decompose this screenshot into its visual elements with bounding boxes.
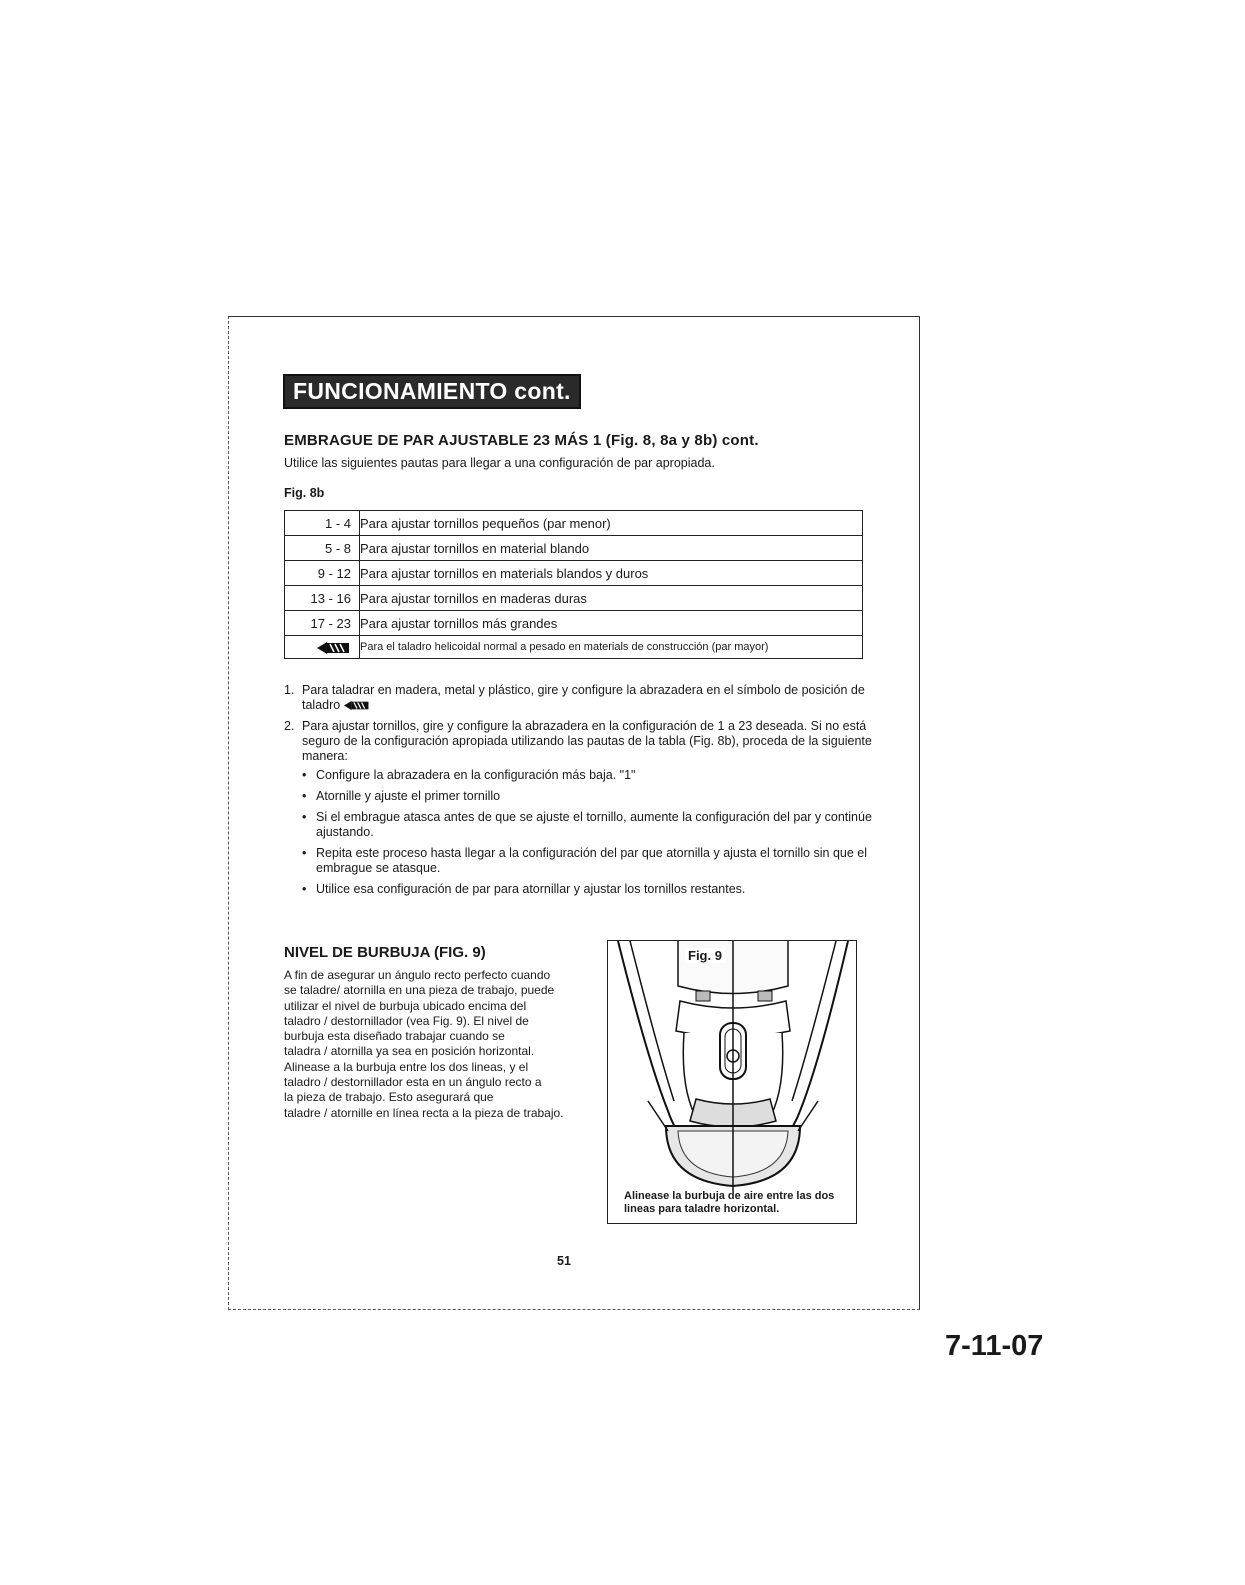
fig-9-label: Fig. 9 <box>685 948 725 963</box>
drill-bit-icon <box>317 641 351 655</box>
torque-range: 13 - 16 <box>285 586 360 611</box>
paragraph-line: Alinease a la burbuja entre los dos lineas, y el <box>284 1059 529 1074</box>
list-item: • Atornille y ajuste el primer tornillo <box>302 789 501 803</box>
table-row <box>285 536 863 561</box>
torque-range: 17 - 23 <box>285 611 360 636</box>
fig-8b-label: Fig. 8b <box>284 486 325 500</box>
bullet-text: Atornille y ajuste el primer tornillo <box>316 789 501 803</box>
paragraph-line: taladra / atornilla ya sea en posición horizontal. <box>284 1044 535 1059</box>
bullet-text: Utilice esa configuración de par para atornillar y ajustar los tornillos restantes. <box>316 882 746 896</box>
sub-list <box>302 768 874 897</box>
torque-range: 9 - 12 <box>285 561 360 586</box>
drill-bit-icon <box>344 700 370 711</box>
page-number: 51 <box>557 1254 571 1268</box>
torque-description: Para ajustar tornillos en material blando <box>360 536 863 561</box>
torque-description: Para ajustar tornillos más grandes <box>360 611 863 636</box>
paragraph-line: se taladre/ atornilla en una pieza de trabajo, puede <box>284 983 555 998</box>
fig-9-illustration <box>607 940 857 1224</box>
table-row <box>285 586 863 611</box>
bullet-text: Si el embrague atasca antes de que se ajuste el tornillo, aumente la configuración del par y continúe ajustando. <box>316 810 872 839</box>
list-item <box>284 683 874 713</box>
paragraph-line: la pieza de trabajo. Esto asegurará que <box>284 1090 494 1105</box>
paragraph-line: taladro / destornillador esta en un ángulo recto a <box>284 1075 542 1090</box>
paragraph-line: taladro / destornillador (vea Fig. 9). El nivel de <box>284 1013 529 1028</box>
paragraph-line: burbuja esta diseñado trabajar cuando se <box>284 1029 505 1044</box>
step-number: 1. <box>284 683 295 697</box>
torque-range: 5 - 8 <box>285 536 360 561</box>
list-item: • Utilice esa configuración de par para atornillar y ajustar los tornillos restantes. <box>302 882 746 896</box>
paragraph-line: taladre / atornille en línea recta a la pieza de trabajo. <box>284 1105 564 1120</box>
table-row <box>285 561 863 586</box>
torque-description: Para ajustar tornillos en materials blandos y duros <box>360 561 863 586</box>
list-item: • Si el embrague atasca antes de que se ajuste el tornillo, aumente la configuración del par y continúe ajustando. <box>302 810 872 839</box>
bullet-text: Configure la abrazadera en la configuración más baja. "1" <box>316 768 636 782</box>
list-item: • Repita este proceso hasta llegar a la configuración del par que atornilla y ajusta el tornillo sin que el embrague se atasque. <box>302 846 868 875</box>
step-text: Para ajustar tornillos, gire y configure la abrazadera en la configuración de 1 a 23 deseada. Si no está seguro de la configuración apropiada utilizando las pautas de la tabla (Fig. 8b), proceda de la siguiente manera: <box>302 719 872 763</box>
torque-description: Para ajustar tornillos en maderas duras <box>360 586 863 611</box>
bubble-level-paragraph <box>284 968 609 1121</box>
date-stamp: 7-11-07 <box>945 1330 1044 1362</box>
step-text: Para taladrar en madera, metal y plástico, gire y configure la abrazadera en el símbolo de posición de taladro <box>302 683 865 712</box>
torque-description: Para ajustar tornillos pequeños (par menor) <box>360 511 863 536</box>
paragraph-line: utilizar el nivel de burbuja ubicado encima del <box>284 998 527 1013</box>
table-row <box>285 511 863 536</box>
clutch-heading: EMBRAGUE DE PAR AJUSTABLE 23 MÁS 1 (Fig. 8, 8a y 8b) cont. <box>284 432 759 449</box>
torque-description: Para el taladro helicoidal normal a pesado en materials de construcción (par mayor) <box>360 636 863 659</box>
section-banner: FUNCIONAMIENTO cont. <box>283 374 581 409</box>
torque-settings-table <box>284 510 863 659</box>
instruction-steps <box>284 683 874 903</box>
list-item: • Configure la abrazadera en la configuración más baja. "1" <box>302 768 636 782</box>
paragraph-line: A fin de asegurar un ángulo recto perfecto cuando <box>284 968 551 982</box>
table-row <box>285 636 863 659</box>
fig-9-caption: Alinease la burbuja de aire entre las dos lineas para taladre horizontal. <box>624 1190 835 1215</box>
bullet-text: Repita este proceso hasta llegar a la configuración del par que atornilla y ajusta el tornillo sin que el embrague se atasque. <box>316 846 868 875</box>
list-item <box>284 719 874 897</box>
drill-bubble-level-drawing <box>608 941 856 1223</box>
drill-symbol-cell <box>285 636 360 659</box>
clutch-intro: Utilice las siguientes pautas para llegar a una configuración de par apropiada. <box>284 456 715 470</box>
step-number: 2. <box>284 719 295 733</box>
torque-range: 1 - 4 <box>285 511 360 536</box>
table-row <box>285 611 863 636</box>
bubble-level-heading: NIVEL DE BURBUJA (FIG. 9) <box>284 944 486 961</box>
